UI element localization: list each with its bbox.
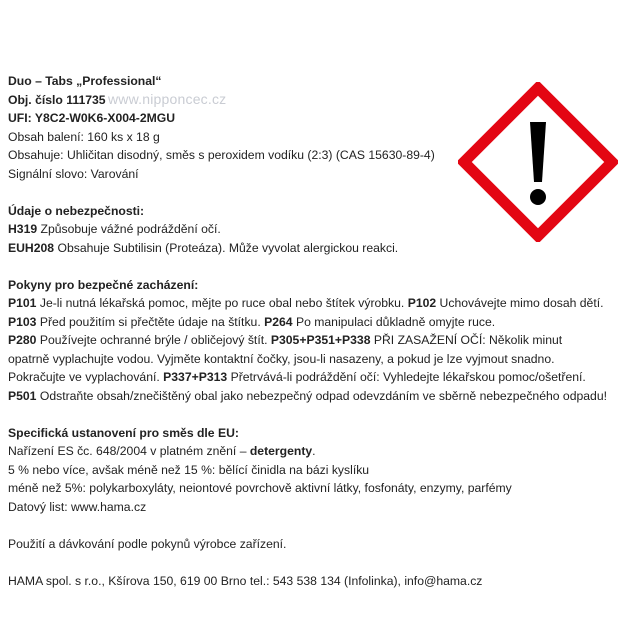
watermark-text: www.nipponcec.cz — [108, 91, 227, 107]
eu-regulation: Nařízení ES čc. 648/2004 v platném znění – detergenty. — [8, 444, 316, 458]
precaution-line: opatrně vyplachujte vodou. Vyjměte kontaktní čočky, jsou-li nasazeny, a pokud je lze vyjmout snadno. — [8, 351, 555, 366]
precaution-line: P501 Odstraňte obsah/znečištěný obal jako nebezpečný odpad odevzdáním ve sběrně nebezpečného odpadu! — [8, 388, 607, 403]
hazards-heading: Údaje o nebezpečnosti: — [8, 203, 145, 218]
eu-line: méně než 5%: polykarboxyláty, neiontové povrchově aktivní látky, fosfonáty, enzymy, parfémy — [8, 481, 512, 495]
hazard-euh208: EUH208 Obsahuje Subtilisin (Proteáza). Může vyvolat alergickou reakci. — [8, 240, 399, 255]
precaution-line: P103 Před použitím si přečtěte údaje na štítku. P264 Po manipulaci důkladně omyjte ruce. — [8, 314, 496, 329]
precaution-line: Pokračujte ve vyplachování. P337+P313 Přetrvává-li podráždění očí: Vyhledejte lékařskou pomoc/ošetření. — [8, 370, 586, 384]
ufi-code: UFI: Y8C2-W0K6-X004-2MGU — [8, 111, 176, 125]
eu-heading: Specifická ustanovení pro směs dle EU: — [8, 425, 239, 440]
signal-word: Signální slovo: Varování — [8, 166, 139, 181]
precaution-line: P101 Je-li nutná lékařská pomoc, mějte po ruce obal nebo štítek výrobku. P102 Uchovávejte mimo dosah dětí. — [8, 296, 604, 310]
precautions-heading: Pokyny pro bezpečné zacházení: — [8, 277, 199, 292]
datasheet-line: Datový list: www.hama.cz — [8, 499, 147, 514]
product-name: Duo – Tabs „Professional“ — [8, 74, 162, 88]
package-contents: Obsah balení: 160 ks x 18 g — [8, 129, 160, 144]
composition: Obsahuje: Uhličitan disodný, směs s peroxidem vodíku (2:3) (CAS 15630-89-4) — [8, 148, 435, 162]
order-number: Obj. číslo 111735 — [8, 92, 106, 107]
label-document — [8, 72, 632, 590]
usage-note: Použití a dávkování podle pokynů výrobce zařízení. — [8, 536, 287, 551]
eu-line: 5 % nebo více, avšak méně než 15 %: bělící činidla na bázi kyslíku — [8, 462, 370, 477]
hazard-h319: H319 Způsobuje vážné podráždění očí. — [8, 222, 221, 236]
manufacturer-footer: HAMA spol. s r.o., Kšírova 150, 619 00 Brno tel.: 543 538 134 (Infolinka), info@hama.cz — [8, 573, 483, 588]
precaution-line: P280 Používejte ochranné brýle / obličejový štít. P305+P351+P338 PŘI ZASAŽENÍ OČÍ: Několik minut — [8, 333, 563, 347]
